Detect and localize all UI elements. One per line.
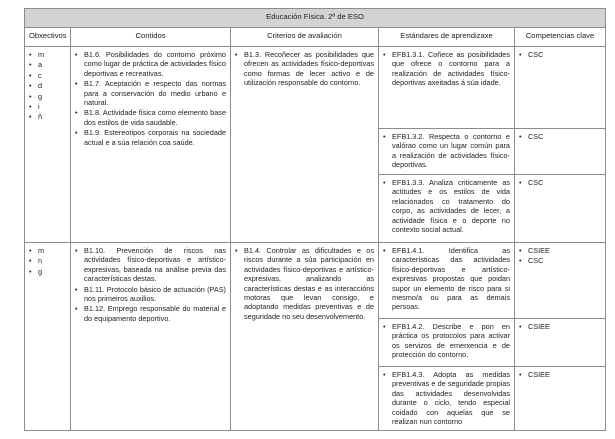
competence-item: • CSIEE [519, 370, 601, 379]
objective-item: • i [29, 102, 66, 111]
content-item: • B1.8. Actividade física como elemento base dos estilos de vida saudable. [75, 108, 226, 127]
objective-item: • m [29, 50, 66, 59]
objective-item: • c [29, 71, 66, 80]
table-header-row [25, 28, 606, 47]
standard-cell [379, 175, 515, 243]
content-item: • B1.10. Prevención de riscos nas actividades físico-deportivas e artístico-expresivas, baseada na análise previa das características destas. [75, 246, 226, 284]
standard-cell [379, 243, 515, 319]
table-row [25, 243, 606, 319]
header-criteria: Criterios de avaliación [231, 28, 379, 47]
objective-item: • g [29, 92, 66, 101]
competence-item: • CSC [519, 178, 601, 187]
objective-item: • n [29, 256, 66, 265]
criterion-item: • B1.3. Recoñecer as posibilidades que ofrecen as actividades físico-deportivas como formas de lecer activo e de utilización responsable do contorno. [235, 50, 374, 88]
table-title-row [25, 9, 606, 28]
curriculum-table [24, 8, 606, 431]
standard-cell [379, 47, 515, 129]
contents-cell [71, 47, 231, 243]
content-item: • B1.9. Estereotipos corporais na sociedade actual e a súa relación coa saúde. [75, 128, 226, 147]
header-competences: Competencias clave [515, 28, 606, 47]
objectives-cell [25, 47, 71, 243]
table-title: Educación Física. 2º de ESO [25, 9, 606, 28]
standard-cell [379, 367, 515, 431]
objective-item: • m [29, 246, 66, 255]
criteria-cell [231, 243, 379, 431]
standard-item: • EFB1.3.3. Analiza criticamente as actitudes e os estilos de vida relacionados co tratamento do corpo, as actividades de lecer, a actividade física e o deporte no contexto social actual. [383, 178, 510, 234]
competence-item: • CSIEE [519, 246, 601, 255]
competence-cell [515, 47, 606, 129]
objective-item: • a [29, 60, 66, 69]
content-item: • B1.6. Posibilidades do contorno próximo como lugar de práctica de actividades físico deportivas e recreativas. [75, 50, 226, 78]
competence-cell [515, 175, 606, 243]
competence-cell [515, 243, 606, 319]
header-contents: Contidos [71, 28, 231, 47]
content-item: • B1.11. Protocolo básico de actuación (PAS) nos primeiros auxilios. [75, 285, 226, 304]
objective-item: • ñ [29, 112, 66, 121]
competence-item: • CSC [519, 132, 601, 141]
competence-item: • CSC [519, 256, 601, 265]
competence-cell [515, 129, 606, 175]
objective-item: • d [29, 81, 66, 90]
competence-item: • CSIEE [519, 322, 601, 331]
standard-item: • EFB1.4.1. Identifica as características das actividades físico-deportivas e artístico-expresivas propostas que poidan supor un elemento de risco para si mesmo/a ou para as demais persoas. [383, 246, 510, 312]
header-objectives: Obxectivos [25, 28, 71, 47]
header-standards: Estándares de aprendizaxe [379, 28, 515, 47]
standard-item: • EFB1.3.1. Coñece as posibilidades que ofrece o contorno para a realización de actividades físico-deportivas axeitadas á súa idade. [383, 50, 510, 88]
competence-cell [515, 319, 606, 367]
table-row [25, 47, 606, 129]
standard-item: • EFB1.4.3. Adopta as medidas preventivas e de seguridade propias das actividades desenvolvidas durante o ciclo, tendo especial coidado con aquelas que se realizan nun contorno [383, 370, 510, 426]
standard-item: • EFB1.4.2. Describe e pon en práctica os protocolos para activar os servizos de emerxencia e de protección do contorno. [383, 322, 510, 360]
objective-item: • g [29, 267, 66, 276]
standard-cell [379, 319, 515, 367]
competence-item: • CSC [519, 50, 601, 59]
content-item: • B1.12. Emprego responsable do material e do equipamento deportivo. [75, 304, 226, 323]
competence-cell [515, 367, 606, 431]
criteria-cell [231, 47, 379, 243]
standard-item: • EFB1.3.2. Respecta o contorno e valórao como un lugar común para a realización de actividades físico-deportivas. [383, 132, 510, 170]
objectives-cell [25, 243, 71, 431]
contents-cell [71, 243, 231, 431]
criterion-item: • B1.4. Controlar as dificultades e os riscos durante a súa participación en actividades físico-deportivas e artístico-expresivas, analizando as características destas e as interaccións motoras que levan consigo, e adoptando medidas preventivas e de seguridade no seu desenvolvemento. [235, 246, 374, 321]
content-item: • B1.7. Aceptación e respecto das normas para a conservación do medio urbano e natural. [75, 79, 226, 107]
standard-cell [379, 129, 515, 175]
